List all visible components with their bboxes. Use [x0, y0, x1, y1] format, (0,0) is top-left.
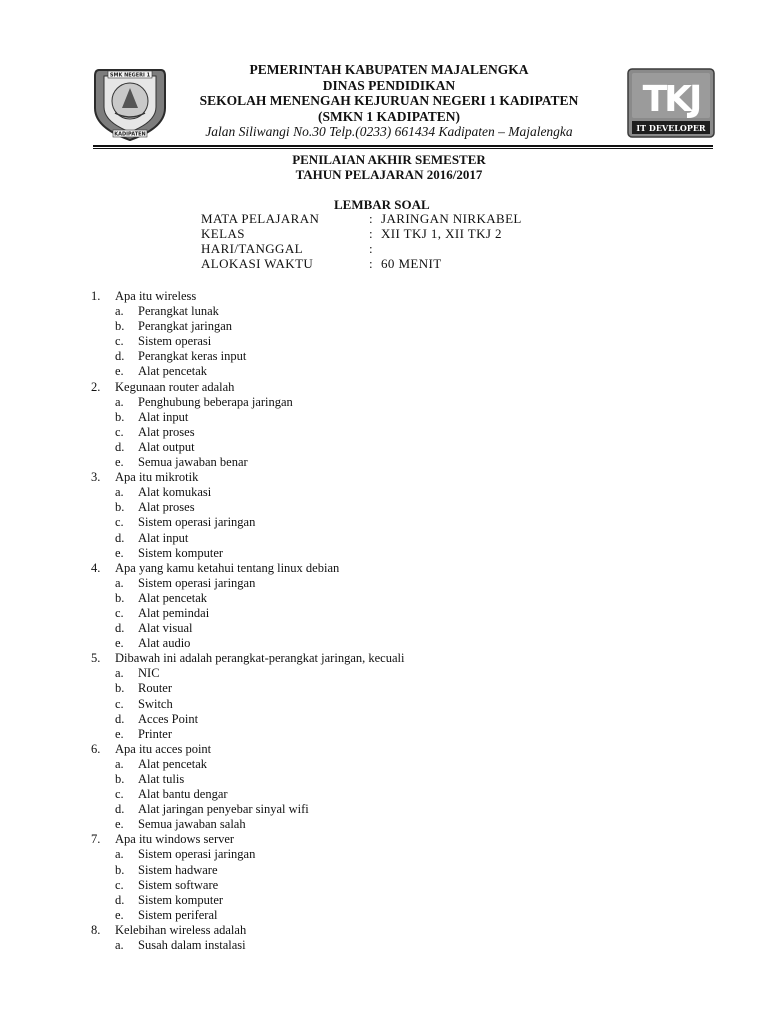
exam-info-colon: : [369, 241, 374, 256]
question-text: Apa itu wireless [115, 289, 197, 303]
answer-option [91, 515, 731, 530]
option-text: Alat pencetak [138, 590, 208, 605]
answer-option [91, 847, 731, 862]
option-text: Printer [138, 726, 173, 741]
exam-info-row [201, 226, 522, 241]
answer-option [91, 908, 731, 923]
option-text: Sistem operasi jaringan [138, 575, 256, 590]
tkj-logo-caption: IT DEVELOPER [636, 123, 706, 133]
option-letter: a. [115, 847, 124, 862]
answer-option [91, 395, 731, 410]
option-text: Alat pemindai [138, 605, 210, 620]
letterhead-government: PEMERINTAH KABUPATEN MAJALENGKA [249, 62, 529, 77]
option-letter: b. [115, 500, 125, 515]
option-letter: e. [115, 817, 124, 832]
option-text: Alat proses [138, 500, 195, 515]
answer-option [91, 485, 731, 500]
option-text: Alat pencetak [138, 364, 208, 379]
answer-option [91, 319, 731, 334]
answer-option [91, 666, 731, 681]
question-text: Apa itu mikrotik [115, 470, 199, 485]
answer-option [91, 410, 731, 425]
option-text: Switch [138, 696, 173, 711]
question-number: 1. [91, 289, 101, 303]
option-letter: b. [115, 409, 125, 424]
answer-option [91, 440, 731, 455]
option-letter: d. [115, 621, 125, 636]
answer-option [91, 500, 731, 515]
option-letter: d. [115, 802, 125, 817]
option-text: Alat pencetak [138, 756, 208, 771]
option-letter: e. [115, 726, 124, 741]
option-text: Sistem operasi [138, 334, 212, 349]
exam-title-block [0, 152, 768, 182]
question-item [91, 561, 731, 576]
answer-option [91, 938, 731, 953]
tkj-logo [627, 68, 715, 138]
option-letter: b. [115, 681, 125, 696]
question-item [91, 380, 731, 395]
tkj-logo-mark: TKJ [642, 79, 700, 120]
answer-option [91, 531, 731, 546]
question-item [91, 923, 731, 938]
question-text: Dibawah ini adalah perangkat-perangkat jaringan, kecuali [115, 651, 405, 666]
answer-option [91, 304, 731, 319]
exam-info-row [201, 256, 522, 271]
option-text: Router [138, 681, 173, 696]
emblem-bottom-text: KADIPATEN [114, 131, 146, 138]
letterhead-rule-thin [93, 148, 713, 149]
answer-option [91, 349, 731, 364]
answer-option [91, 681, 731, 696]
option-letter: c. [115, 334, 124, 349]
option-text: Sistem komputer [138, 892, 224, 907]
school-emblem-logo [91, 66, 169, 142]
exam-info-row [201, 211, 522, 226]
option-text: Semua jawaban salah [138, 817, 246, 832]
letterhead-text [160, 62, 618, 140]
question-list [91, 289, 731, 953]
answer-option [91, 621, 731, 636]
option-text: Sistem operasi jaringan [138, 847, 256, 862]
letterhead [0, 0, 768, 150]
exam-info-label: HARI/TANGGAL [201, 241, 303, 256]
exam-info-colon: : [369, 211, 374, 226]
question-number: 8. [91, 922, 101, 937]
exam-info-label: KELAS [201, 226, 245, 241]
question-number: 6. [91, 741, 101, 756]
option-text: Perangkat lunak [138, 304, 219, 319]
option-text: NIC [138, 666, 160, 681]
answer-option [91, 878, 731, 893]
option-letter: e. [115, 364, 124, 379]
option-text: Sistem software [138, 877, 219, 892]
exam-info-value: XII TKJ 1, XII TKJ 2 [381, 226, 502, 241]
question-item [91, 832, 731, 847]
option-letter: d. [115, 530, 125, 545]
option-text: Susah dalam instalasi [138, 938, 246, 953]
question-item [91, 651, 731, 666]
question-text: Kelebihan wireless adalah [115, 922, 247, 937]
option-text: Alat proses [138, 424, 195, 439]
exam-info-label: MATA PELAJARAN [201, 211, 320, 226]
option-letter: c. [115, 424, 124, 439]
question-item [91, 742, 731, 757]
option-letter: d. [115, 892, 125, 907]
option-letter: b. [115, 772, 125, 786]
question-text: Apa itu windows server [115, 832, 235, 847]
exam-info-colon: : [369, 256, 374, 271]
answer-option [91, 364, 731, 379]
option-letter: c. [115, 787, 124, 802]
question-text: Apa yang kamu ketahui tentang linux debian [115, 560, 340, 575]
option-letter: a. [115, 485, 124, 500]
option-text: Alat input [138, 409, 189, 424]
option-letter: d. [115, 711, 125, 726]
option-text: Semua jawaban benar [138, 455, 248, 470]
answer-option [91, 425, 731, 440]
option-letter: b. [115, 590, 125, 605]
answer-option [91, 712, 731, 727]
question-number: 3. [91, 470, 101, 485]
answer-option [91, 576, 731, 591]
option-text: Alat audio [138, 636, 191, 651]
option-text: Perangkat jaringan [138, 319, 233, 334]
answer-option [91, 591, 731, 606]
answer-option [91, 697, 731, 712]
option-letter: c. [115, 515, 124, 530]
option-text: Sistem operasi jaringan [138, 515, 256, 530]
option-text: Sistem hadware [138, 862, 218, 877]
answer-option [91, 787, 731, 802]
exam-year: TAHUN PELAJARAN 2016/2017 [295, 167, 483, 182]
option-letter: e. [115, 455, 124, 470]
option-letter: a. [115, 394, 124, 409]
option-text: Perangkat keras input [138, 349, 247, 364]
question-text: Kegunaan router adalah [115, 379, 235, 394]
answer-option [91, 802, 731, 817]
exam-info-colon: : [369, 226, 374, 241]
question-number: 7. [91, 832, 101, 847]
letterhead-school-name: SEKOLAH MENENGAH KEJURUAN NEGERI 1 KADIPATEN [199, 93, 579, 108]
option-text: Acces Point [138, 711, 199, 726]
option-letter: e. [115, 907, 124, 922]
answer-option [91, 863, 731, 878]
sheet-title: LEMBAR SOAL [334, 197, 430, 212]
option-letter: e. [115, 545, 124, 560]
option-text: Alat visual [138, 621, 193, 636]
answer-option [91, 455, 731, 470]
question-number: 5. [91, 651, 101, 666]
exam-info-label: ALOKASI WAKTU [201, 256, 314, 271]
answer-option [91, 606, 731, 621]
option-letter: a. [115, 756, 124, 771]
exam-title: PENILAIAN AKHIR SEMESTER [292, 152, 486, 167]
option-letter: c. [115, 877, 124, 892]
exam-info-table [201, 211, 522, 271]
question-number: 4. [91, 560, 101, 575]
option-letter: c. [115, 605, 124, 620]
exam-info-row [201, 241, 522, 256]
exam-info-value: 60 MENIT [381, 256, 442, 271]
option-letter: a. [115, 575, 124, 590]
answer-option [91, 757, 731, 772]
question-item [91, 289, 731, 304]
option-text: Penghubung beberapa jaringan [138, 394, 293, 409]
option-letter: a. [115, 666, 124, 681]
answer-option [91, 546, 731, 561]
letterhead-school-short: (SMKN 1 KADIPATEN) [318, 108, 460, 124]
option-text: Sistem periferal [138, 907, 218, 922]
answer-option [91, 636, 731, 651]
answer-option [91, 817, 731, 832]
option-letter: c. [115, 696, 124, 711]
letterhead-department: DINAS PENDIDIKAN [322, 77, 456, 93]
answer-option [91, 772, 731, 787]
answer-option [91, 727, 731, 742]
answer-option [91, 893, 731, 908]
answer-option [91, 334, 731, 349]
option-letter: b. [115, 319, 125, 334]
option-text: Alat tulis [138, 772, 185, 786]
question-text: Apa itu acces point [115, 741, 212, 756]
question-item [91, 470, 731, 485]
option-text: Alat komukasi [138, 485, 212, 500]
option-text: Alat input [138, 530, 189, 545]
option-text: Alat jaringan penyebar sinyal wifi [138, 802, 309, 817]
exam-info-value: JARINGAN NIRKABEL [381, 211, 522, 226]
question-number: 2. [91, 379, 101, 394]
option-letter: e. [115, 636, 124, 651]
letterhead-rule-thick [93, 145, 713, 147]
option-text: Alat bantu dengar [138, 787, 228, 802]
option-letter: d. [115, 349, 125, 364]
option-letter: b. [115, 862, 125, 877]
option-text: Sistem komputer [138, 545, 224, 560]
option-text: Alat output [138, 439, 195, 454]
emblem-top-text: SMK NEGERI 1 [109, 72, 151, 79]
letterhead-address: Jalan Siliwangi No.30 Telp.(0233) 661434 Kadipaten – Majalengka [205, 124, 573, 139]
option-letter: a. [115, 304, 124, 319]
option-letter: a. [115, 938, 124, 953]
option-letter: d. [115, 439, 125, 454]
